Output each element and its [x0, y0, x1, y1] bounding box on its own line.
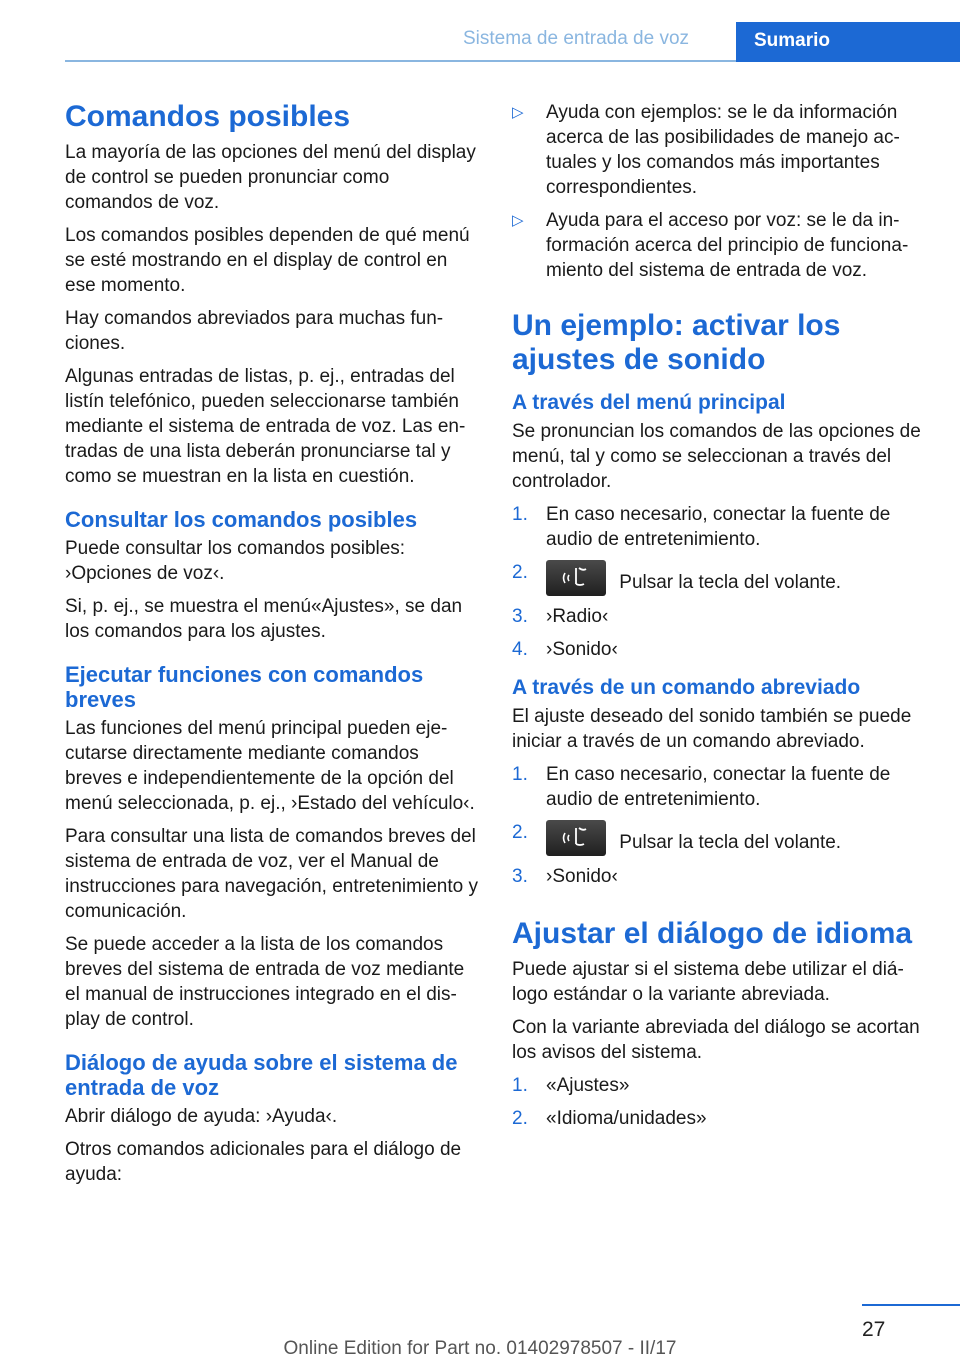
step-item — [512, 560, 930, 596]
paragraph: Puede ajustar si el sistema debe utilizar el diálogo estándar o la variante abreviada. — [512, 959, 904, 1005]
step-text: Pulsar la tecla del volante. — [619, 572, 842, 593]
heading-consultar: Consultar los comandos posibles — [65, 507, 418, 532]
heading-ejecutar: Ejecutar funciones con comandos breves — [65, 662, 424, 712]
step-number: 2. — [512, 1108, 528, 1129]
step-text: «Idioma/unidades» — [546, 1108, 707, 1129]
step-text: En caso necesario, conectar la fuente de audio de entretenimiento. — [546, 764, 891, 810]
paragraph: Con la variante abreviada del diálogo se acortan los avisos del sistema. — [512, 1017, 920, 1063]
paragraph: Hay comandos abreviados para muchas funciones. — [65, 308, 444, 354]
step-text: En caso necesario, conectar la fuente de audio de entretenimiento. — [546, 504, 891, 550]
paragraph: La mayoría de las opciones del menú del display de control se pueden pronunciar como comandos de voz. — [65, 142, 476, 213]
paragraph: Otros comandos adicionales para el diálogo de ayuda: — [65, 1139, 462, 1185]
paragraph: Las funciones del menú principal pueden ejecutarse directamente mediante comandos breves e independientemente de la opción del menú seleccionada, p. ej., ›Estado del vehículo‹. — [65, 718, 475, 814]
left-column — [65, 100, 480, 1195]
step-text: ›Sonido‹ — [546, 866, 618, 887]
paragraph: Los comandos posibles dependen de qué menú se esté mostrando en el display de control en ese momento. — [65, 225, 470, 296]
step-number: 3. — [512, 866, 528, 887]
step-item — [512, 1106, 930, 1131]
step-item — [512, 762, 930, 812]
step-number: 3. — [512, 606, 528, 627]
paragraph: Si, p. ej., se muestra el menú«Ajustes», se dan los comandos para los ajustes. — [65, 596, 463, 642]
step-item — [512, 820, 930, 856]
paragraph: Algunas entradas de listas, p. ej., entradas del listín telefónico, pueden seleccionarse también mediante el sistema de entrada de voz. Las entradas de una lista deberán pronunciarse tal y como se muestran en la lista en cuestión. — [65, 366, 466, 487]
paragraph: Puede consultar los comandos posibles: ›Opciones de voz‹. — [65, 538, 406, 584]
right-column — [512, 100, 930, 1139]
paragraph: Se puede acceder a la lista de los comandos breves del sistema de entrada de voz mediante el manual de instrucciones integrado en el display de control. — [65, 934, 465, 1030]
heading-ajustar-dialogo: Ajustar el diálogo de idioma — [512, 917, 913, 950]
header-rule — [65, 60, 736, 62]
bullet-item — [512, 100, 930, 200]
heading-comandos-posibles: Comandos posibles — [65, 100, 351, 133]
paragraph: Se pronuncian los comandos de las opciones de menú, tal y como se seleccionan a través del controlador. — [512, 421, 921, 492]
page-number-rule — [862, 1304, 960, 1306]
step-item — [512, 604, 930, 629]
bullet-item — [512, 208, 930, 283]
step-text: ›Radio‹ — [546, 606, 609, 627]
page-number: 27 — [862, 1318, 886, 1341]
voice-command-key-icon — [546, 820, 606, 856]
step-number: 1. — [512, 1075, 528, 1096]
header-tab-sumario[interactable]: Sumario — [736, 22, 960, 62]
heading-un-ejemplo: Un ejemplo: activar los ajustes de sonido — [512, 309, 841, 376]
voice-command-key-icon — [546, 560, 606, 596]
step-number: 1. — [512, 764, 528, 785]
heading-comando-abreviado: A través de un comando abreviado — [512, 676, 861, 699]
step-item — [512, 637, 930, 662]
triangle-right-icon: ▷ — [512, 104, 524, 121]
step-text: ›Sonido‹ — [546, 639, 618, 660]
step-number: 2. — [512, 822, 528, 843]
step-number: 4. — [512, 639, 528, 660]
footer-edition: Online Edition for Part no. 01402978507 - II/17 — [283, 1338, 677, 1359]
heading-menu-principal: A través del menú principal — [512, 391, 786, 414]
step-text: Pulsar la tecla del volante. — [619, 832, 842, 853]
step-number: 2. — [512, 562, 528, 583]
step-item — [512, 1073, 930, 1098]
triangle-right-icon: ▷ — [512, 212, 524, 229]
bullet-text: Ayuda para el acceso por voz: se le da información acerca del principio de funcionamiento del sistema de entrada de voz. — [546, 210, 909, 281]
step-item — [512, 502, 930, 552]
paragraph: Abrir diálogo de ayuda: ›Ayuda‹. — [65, 1106, 338, 1127]
header-section-title: Sistema de entrada de voz — [463, 28, 690, 49]
step-text: «Ajustes» — [546, 1075, 630, 1096]
step-item — [512, 864, 930, 889]
paragraph: El ajuste deseado del sonido también se puede iniciar a través de un comando abreviado. — [512, 706, 912, 752]
step-number: 1. — [512, 504, 528, 525]
heading-dialogo-ayuda: Diálogo de ayuda sobre el sistema de entrada de voz — [65, 1050, 458, 1100]
paragraph: Para consultar una lista de comandos breves del sistema de entrada de voz, ver el Manual de instrucciones para navegación, entretenimiento y comunicación. — [65, 826, 478, 922]
bullet-text: Ayuda con ejemplos: se le da información acerca de las posibilidades de manejo actuales y los comandos más importantes correspondientes. — [546, 102, 900, 198]
